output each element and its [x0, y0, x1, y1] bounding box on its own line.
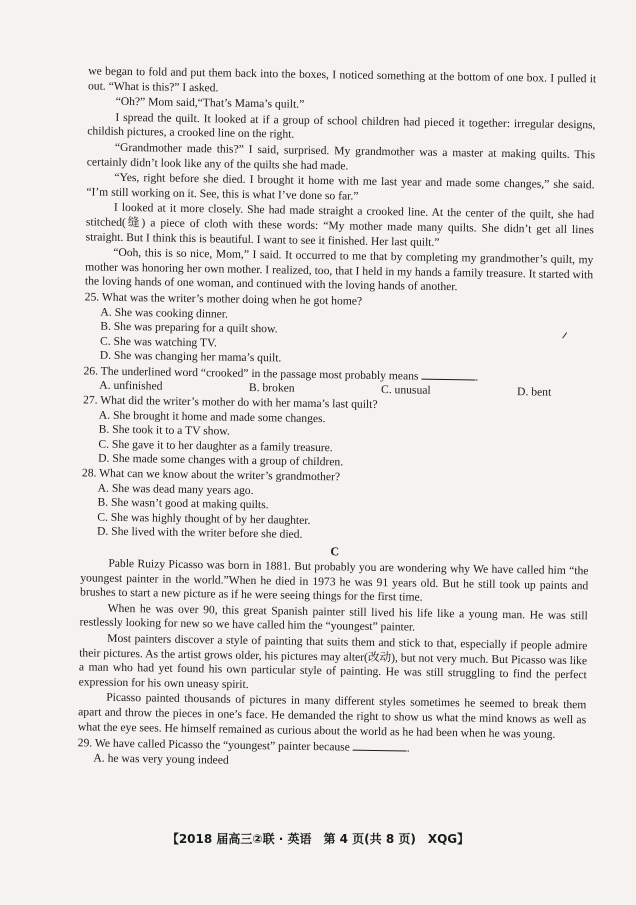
option-d: D. She lived with the writer before she died. [96, 524, 303, 542]
passage-c [78, 556, 589, 742]
option-d: D. She was changing her mama’s quilt. [99, 348, 282, 365]
option-a: A. She brought it home and made some changes. [98, 408, 326, 425]
option-c: C. She was highly thought of by her daughter. [97, 510, 311, 527]
passage-paragraph: Pable Ruizy Picasso was born in 1881. But probably you are wondering why We have called him “the youngest painter in the world.”When he died in 1973 he was 91 years old. But he still took up paints and brushes to start a new picture as if he were seeing things for the first time. [79, 556, 589, 604]
question-stem-text: 26. The underlined word “crooked” in the passage most probably means [83, 364, 419, 383]
passage-paragraph: “Ooh, this is so nice, Mom,” I said. It occurred to me that by completing my grandmother’s quilt, my mother was honoring her own mother. I realized, too, that I held in my hands a family treasure. It started with the loving hands of one woman, and continued with the loving hands of another. [84, 245, 594, 294]
passage-paragraph: we began to fold and put them back into the boxes, I noticed something at the bottom of one box. I pulled it out. “What is this?” I asked. [87, 64, 597, 95]
option-b: B. broken [248, 381, 295, 396]
question-stem: 26. The underlined word “crooked” in the passage most probably means . [83, 364, 479, 384]
option-a: A. unfinished [99, 379, 163, 394]
answer-blank [421, 369, 475, 381]
passage-paragraph: “Yes, right before she died. I brought it home with me last year and made some changes,” she said. “I’m still working on it. See, this is what I’ve done so far.” [86, 170, 595, 203]
option-a: A. She was dead many years ago. [97, 481, 254, 497]
page-footer: 【2018 届高三②联 · 英语 第 4 页(共 8 页) XQG】 [166, 832, 470, 846]
passage-paragraph: Picasso painted thousands of pictures in many different styles sometimes he seemed to break them apart and throw the pieces in one’s face. He demanded the right to show us what the mind knows as well as what the eye sees. He himself remained as curious about the world as he had been when he was young. [77, 691, 587, 741]
option-b: B. She took it to a TV show. [98, 422, 230, 438]
option-c: C. She gave it to her daughter as a family treasure. [98, 437, 333, 455]
question-stem: 27. What did the writer’s mother do with her mama’s last quilt? [83, 393, 378, 412]
passage-paragraph: I looked at it more closely. She had made straight a crooked line. At the center of the quilt, she had stitched(缝) a piece of cloth with these words: “My mother made many quilts. She didn’t get all lines straight. But I think this is beautiful. I want to see it finished. Her last quilt.” [85, 201, 595, 249]
answer-blank [353, 740, 407, 752]
section-heading: C [330, 544, 340, 559]
question-stem: 28. What can we know about the writer’s grandmother? [81, 466, 341, 484]
option-b: B. She was preparing for a quilt show. [100, 319, 278, 336]
passage-paragraph: Most painters discover a style of painting that suits them and stick to that, especially if people admire their pictures. As the artist grows older, his pictures may alter(改动), but not very much. But Picasso was like a man who had yet found his own particular style of painting. He was still struggling to find the perfect expression for his own uneasy spirit. [78, 631, 588, 691]
option-c: C. unusual [380, 383, 431, 398]
question-stem: 29. We have called Picasso the “youngest” painter because . [77, 736, 410, 755]
passage-paragraph: When he was over 90, this great Spanish painter still lived his life like a young man. He was still restlessly looking for new so we have called him the “youngest” painter. [79, 601, 588, 634]
option-a: A. he was very young indeed [93, 751, 229, 767]
passage-b [85, 64, 596, 297]
option-b: B. She wasn’t good at making quilts. [97, 495, 269, 512]
question-27 [82, 393, 591, 474]
option-d: D. bent [517, 385, 552, 400]
question-stem: 25. What was the writer’s mother doing when he got home? [84, 290, 363, 308]
question-stem-text: 29. We have called Picasso the “youngest” painter because [77, 736, 350, 754]
question-25 [84, 290, 593, 371]
passage-paragraph: “Oh?” Mom said,“That’s Mama’s quilt.” [115, 95, 305, 111]
option-d: D. She made some changes with a group of children. [98, 452, 344, 469]
question-28 [81, 466, 590, 547]
passage-paragraph: I spread the quilt. It looked at if a group of school children had pieced it together: irregular designs, childish pictures, a crooked line on the right. [87, 110, 596, 142]
option-c: C. She was watching TV. [99, 334, 217, 350]
passage-paragraph: “Grandmother made this?” I said, surprised. My grandmother was a master at making quilts. This certainly didn’t look like any of the quilts she had made. [86, 140, 596, 173]
option-a: A. She was cooking dinner. [100, 305, 229, 321]
